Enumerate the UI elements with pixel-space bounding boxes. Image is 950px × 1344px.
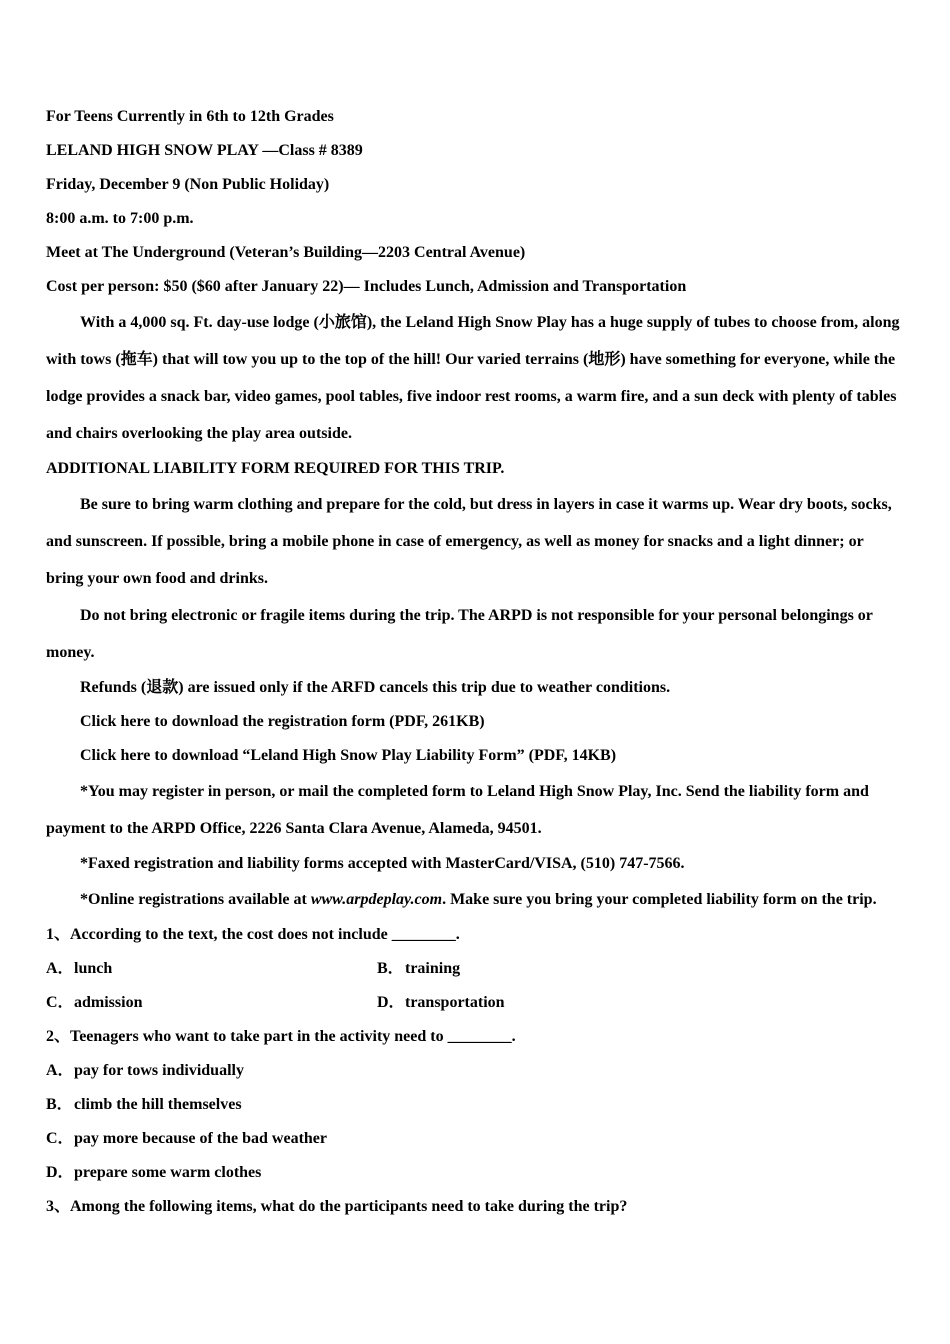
faxed-line: *Faxed registration and liability forms accepted with MasterCard/VISA, (510) 747-7566. [80, 855, 685, 872]
liability-notice: ADDITIONAL LIABILITY FORM REQUIRED FOR THIS TRIP. [46, 460, 505, 477]
option-text: training [405, 960, 461, 977]
electronics-paragraph: Do not bring electronic or fragile items during the trip. The ARPD is not responsible for your personal belongings or money. [46, 607, 873, 661]
option-text: admission [74, 994, 143, 1011]
event-date: Friday, December 9 (Non Public Holiday) [46, 176, 330, 193]
meeting-location: Meet at The Underground (Veteran’s Building—2203 Central Avenue) [46, 244, 526, 261]
online-url: www.arpdeplay.com [310, 891, 443, 908]
option-text: climb the hill themselves [74, 1096, 242, 1113]
online-prefix: *Online registrations available at [80, 891, 311, 908]
option-text: prepare some warm clothes [74, 1164, 262, 1181]
clothing-paragraph: Be sure to bring warm clothing and prepare for the cold, but dress in layers in case it warms up. Wear dry boots, socks, and sunscreen. If possible, bring a mobile phone in case of emergency, as well as money for snacks and a light dinner; or bring your own food and drinks. [46, 496, 892, 587]
question-2-stem: 2、Teenagers who want to take part in the activity need to ________. [46, 1028, 516, 1045]
question-1-stem: 1、According to the text, the cost does not include ________. [46, 926, 460, 943]
option-letter: B． [46, 1096, 73, 1113]
option-text: lunch [74, 960, 113, 977]
liability-form-link[interactable]: Click here to download “Leland High Snow Play Liability Form” (PDF, 14KB) [80, 747, 617, 764]
question-1-option-d [377, 986, 708, 1020]
download-registration-link[interactable] [46, 705, 902, 739]
online-registration-paragraph [46, 881, 902, 918]
event-title: LELAND HIGH SNOW PLAY —Class # 8389 [46, 142, 363, 159]
question-1-option-b [377, 952, 708, 986]
option-letter: D． [377, 994, 405, 1011]
option-text: pay more because of the bad weather [74, 1130, 328, 1147]
question-1-options-row-1 [46, 952, 902, 986]
question-3-stem: 3、Among the following items, what do the participants need to take during the trip? [46, 1198, 628, 1215]
option-letter: C． [46, 1130, 74, 1147]
document-page [46, 100, 902, 1224]
question-1-options-row-2 [46, 986, 902, 1020]
option-letter: A． [46, 1062, 74, 1079]
audience-line: For Teens Currently in 6th to 12th Grades [46, 108, 334, 125]
registration-form-link[interactable]: Click here to download the registration form (PDF, 261KB) [80, 713, 485, 730]
question-2-option-d [46, 1156, 902, 1190]
option-text: pay for tows individually [74, 1062, 244, 1079]
cost-line: Cost per person: $50 ($60 after January 22)— Includes Lunch, Admission and Transportation [46, 278, 687, 295]
question-2-option-c [46, 1122, 902, 1156]
question-1-option-c [46, 986, 377, 1020]
register-mail-paragraph: *You may register in person, or mail the completed form to Leland High Snow Play, Inc. Send the liability form and payment to the ARPD Office, 2226 Santa Clara Avenue, Alameda, 94501. [46, 783, 869, 837]
online-suffix: . Make sure you bring your completed liability form on the trip. [442, 891, 877, 908]
question-1-option-a [46, 952, 377, 986]
option-text: transportation [405, 994, 505, 1011]
option-letter: A． [46, 960, 74, 977]
question-2-option-b [46, 1088, 902, 1122]
event-time: 8:00 a.m. to 7:00 p.m. [46, 210, 194, 227]
option-letter: C． [46, 994, 74, 1011]
description-paragraph: With a 4,000 sq. Ft. day-use lodge (小旅馆), the Leland High Snow Play has a huge supply of tubes to choose from, along with tows (拖车) that will tow you up to the top of the hill! Our varied terrains (地形) have something for everyone, while the lodge provides a snack bar, video games, pool tables, five indoor rest rooms, a warm fire, and a sun deck with plenty of tables and chairs overlooking the play area outside. [46, 314, 900, 442]
refunds-line: Refunds (退款) are issued only if the ARFD cancels this trip due to weather conditions. [80, 679, 671, 696]
question-2-option-a [46, 1054, 902, 1088]
option-letter: D． [46, 1164, 74, 1181]
download-liability-link[interactable] [46, 739, 902, 773]
option-letter: B． [377, 960, 404, 977]
